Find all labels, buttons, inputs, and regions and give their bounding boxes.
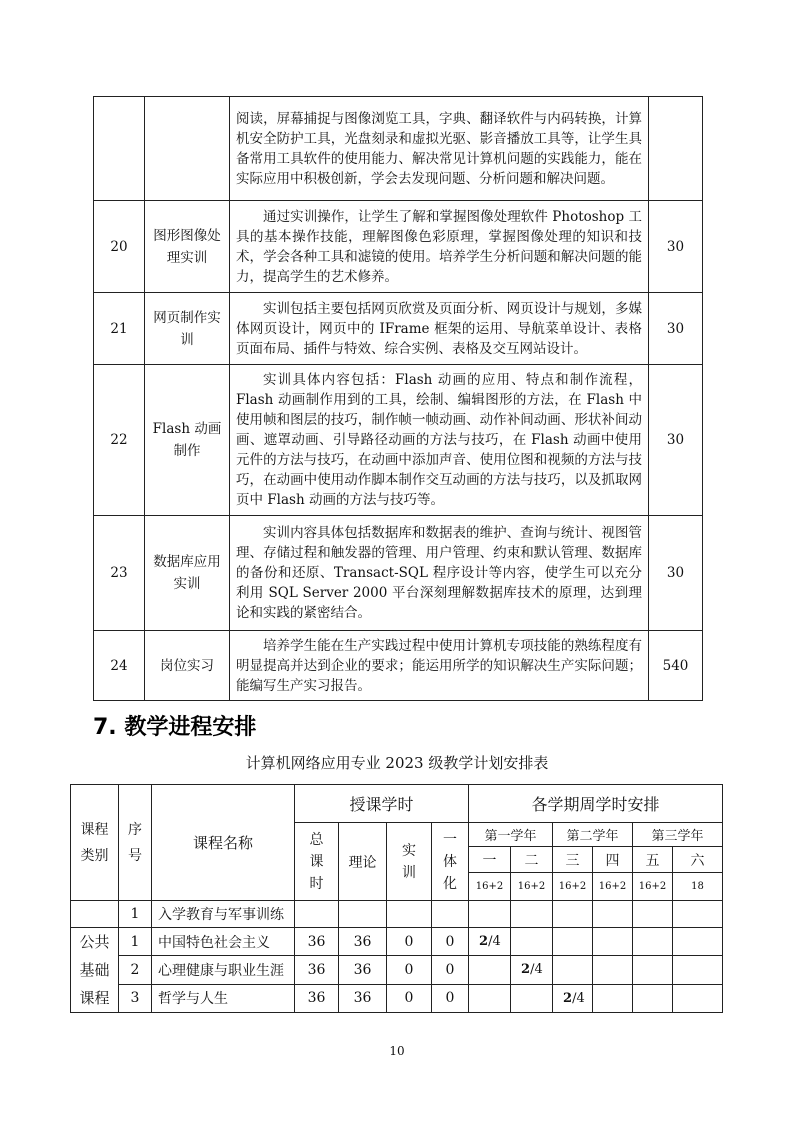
course-description: 实训具体内容包括：Flash 动画的应用、特点和制作流程，Flash 动画制作用到的工具，绘制、编辑图形的方法，在 Flash 中使用帧和图层的技巧，制作帧一帧动画、动作补间动画、形状补间动画、遮罩动画、引导路径动画的方法与技巧，在 Flash 动画中使用元件的方法与技巧，在动画中添加声音、使用位图和视频的方法与技巧，在动画中使用动作脚本制作交互动画的方法与技巧，以及抓取网页中 Flash 动画的方法与技巧等。 [230, 365, 649, 516]
header-semester-1: 一 [469, 847, 511, 873]
plan-integrated: 0 [432, 984, 469, 1012]
page-number: 10 [389, 1044, 405, 1058]
plan-total: 36 [295, 956, 339, 984]
table-row [94, 201, 703, 293]
course-name: 网页制作实训 [145, 293, 230, 365]
weekly-hours: 2/4 [469, 928, 511, 956]
table-row [71, 956, 723, 984]
table-row [71, 901, 723, 928]
plan-seq: 2 [119, 956, 152, 984]
plan-integrated: 0 [432, 928, 469, 956]
course-name: 图形图像处理实训 [145, 201, 230, 293]
course-name: 岗位实习 [145, 631, 230, 701]
plan-course-name: 中国特色社会主义 [152, 928, 295, 956]
plan-total: 36 [295, 928, 339, 956]
plan-course-name: 哲学与人生 [152, 984, 295, 1012]
course-hours: 30 [649, 293, 703, 365]
course-hours: 30 [649, 516, 703, 631]
plan-theory: 36 [339, 928, 387, 956]
header-integrated: 一体化 [432, 823, 469, 901]
plan-practice: 0 [387, 956, 432, 984]
header-theory: 理论 [339, 823, 387, 901]
header-seq: 序号 [119, 785, 152, 901]
header-course-name: 课程名称 [152, 785, 295, 901]
header-weeks-6: 18 [673, 873, 723, 901]
table-row [71, 984, 723, 1012]
plan-theory: 36 [339, 956, 387, 984]
header-year-3: 第三学年 [633, 823, 723, 847]
teaching-plan-table [70, 784, 723, 1013]
plan-seq: 3 [119, 984, 152, 1012]
course-description: 通过实训操作，让学生了解和掌握图像处理软件 Photoshop 工具的基本操作技能，理解图像色彩原理，掌握图像处理的知识和技术，学会各种工具和滤镜的使用。培养学生分析问题和解决问题的能力，提高学生的艺术修养。 [230, 201, 649, 293]
plan-theory: 36 [339, 984, 387, 1012]
training-content-table [93, 96, 703, 701]
section-title: 7. 教学进程安排 [93, 715, 257, 740]
plan-practice: 0 [387, 928, 432, 956]
course-description: 阅读，屏幕捕捉与图像浏览工具，字典、翻译软件与内码转换，计算机安全防护工具，光盘刻录和虚拟光驱、影音播放工具等，让学生具备常用工具软件的使用能力、解决常见计算机问题的实践能力，能在实际应用中积极创新，学会去发现问题、分析问题和解决问题。 [230, 97, 649, 201]
course-hours [649, 97, 703, 201]
row-number: 23 [94, 516, 145, 631]
header-weeks-3: 16+2 [553, 873, 593, 901]
row-number: 21 [94, 293, 145, 365]
course-hours: 30 [649, 365, 703, 516]
course-hours: 540 [649, 631, 703, 701]
course-description: 培养学生能在生产实践过程中使用计算机专项技能的熟练程度有明显提高并达到企业的要求；能运用所学的知识解决生产实际问题；能编写生产实习报告。 [230, 631, 649, 701]
course-category: 公共基础课程 [71, 928, 119, 1013]
course-description: 实训内容具体包括数据库和数据表的维护、查询与统计、视图管理、存储过程和触发器的管理、用户管理、约束和默认管理、数据库的备份和还原、Transact-SQL 程序设计等内容，使学生可以充分利用 SQL Server 2000 平台深刻理解数据库技术的原理，达到理论和实践的紧密结合。 [230, 516, 649, 631]
course-description: 实训包括主要包括网页欣赏及页面分析、网页设计与规划，多媒体网页设计，网页中的 IFrame 框架的运用、导航菜单设计、表格页面布局、插件与特效、综合实例、表格及交互网站设计。 [230, 293, 649, 365]
weekly-hours: 2/4 [553, 984, 593, 1012]
table-row [94, 516, 703, 631]
row-number: 20 [94, 201, 145, 293]
header-course-type: 课程类别 [71, 785, 119, 901]
header-semester-5: 五 [633, 847, 673, 873]
table-row [94, 365, 703, 516]
plan-practice: 0 [387, 984, 432, 1012]
header-hours-group: 授课学时 [295, 785, 469, 823]
course-name [145, 97, 230, 201]
plan-integrated: 0 [432, 956, 469, 984]
header-practice: 实训 [387, 823, 432, 901]
course-name: Flash 动画制作 [145, 365, 230, 516]
course-name: 数据库应用实训 [145, 516, 230, 631]
table-caption: 计算机网络应用专业 2023 级教学计划安排表 [245, 754, 549, 772]
table-row [94, 631, 703, 701]
header-weeks-4: 16+2 [593, 873, 633, 901]
header-year-2: 第二学年 [553, 823, 633, 847]
plan-seq: 1 [119, 901, 152, 928]
weekly-hours: 2/4 [511, 956, 553, 984]
header-weeks-1: 16+2 [469, 873, 511, 901]
header-weeks-2: 16+2 [511, 873, 553, 901]
row-number: 24 [94, 631, 145, 701]
header-semester-6: 六 [673, 847, 723, 873]
header-year-1: 第一学年 [469, 823, 553, 847]
plan-seq: 1 [119, 928, 152, 956]
row-number: 22 [94, 365, 145, 516]
plan-course-name: 心理健康与职业生涯 [152, 956, 295, 984]
table-row [71, 928, 723, 956]
plan-course-name: 入学教育与军事训练 [152, 901, 295, 928]
course-hours: 30 [649, 201, 703, 293]
header-semester-4: 四 [593, 847, 633, 873]
header-semester-2: 二 [511, 847, 553, 873]
row-number [94, 97, 145, 201]
table-row [94, 293, 703, 365]
table-row [94, 97, 703, 201]
plan-total: 36 [295, 984, 339, 1012]
header-weeks-5: 16+2 [633, 873, 673, 901]
header-total: 总课时 [295, 823, 339, 901]
header-semester-group: 各学期周学时安排 [469, 785, 723, 823]
header-semester-3: 三 [553, 847, 593, 873]
